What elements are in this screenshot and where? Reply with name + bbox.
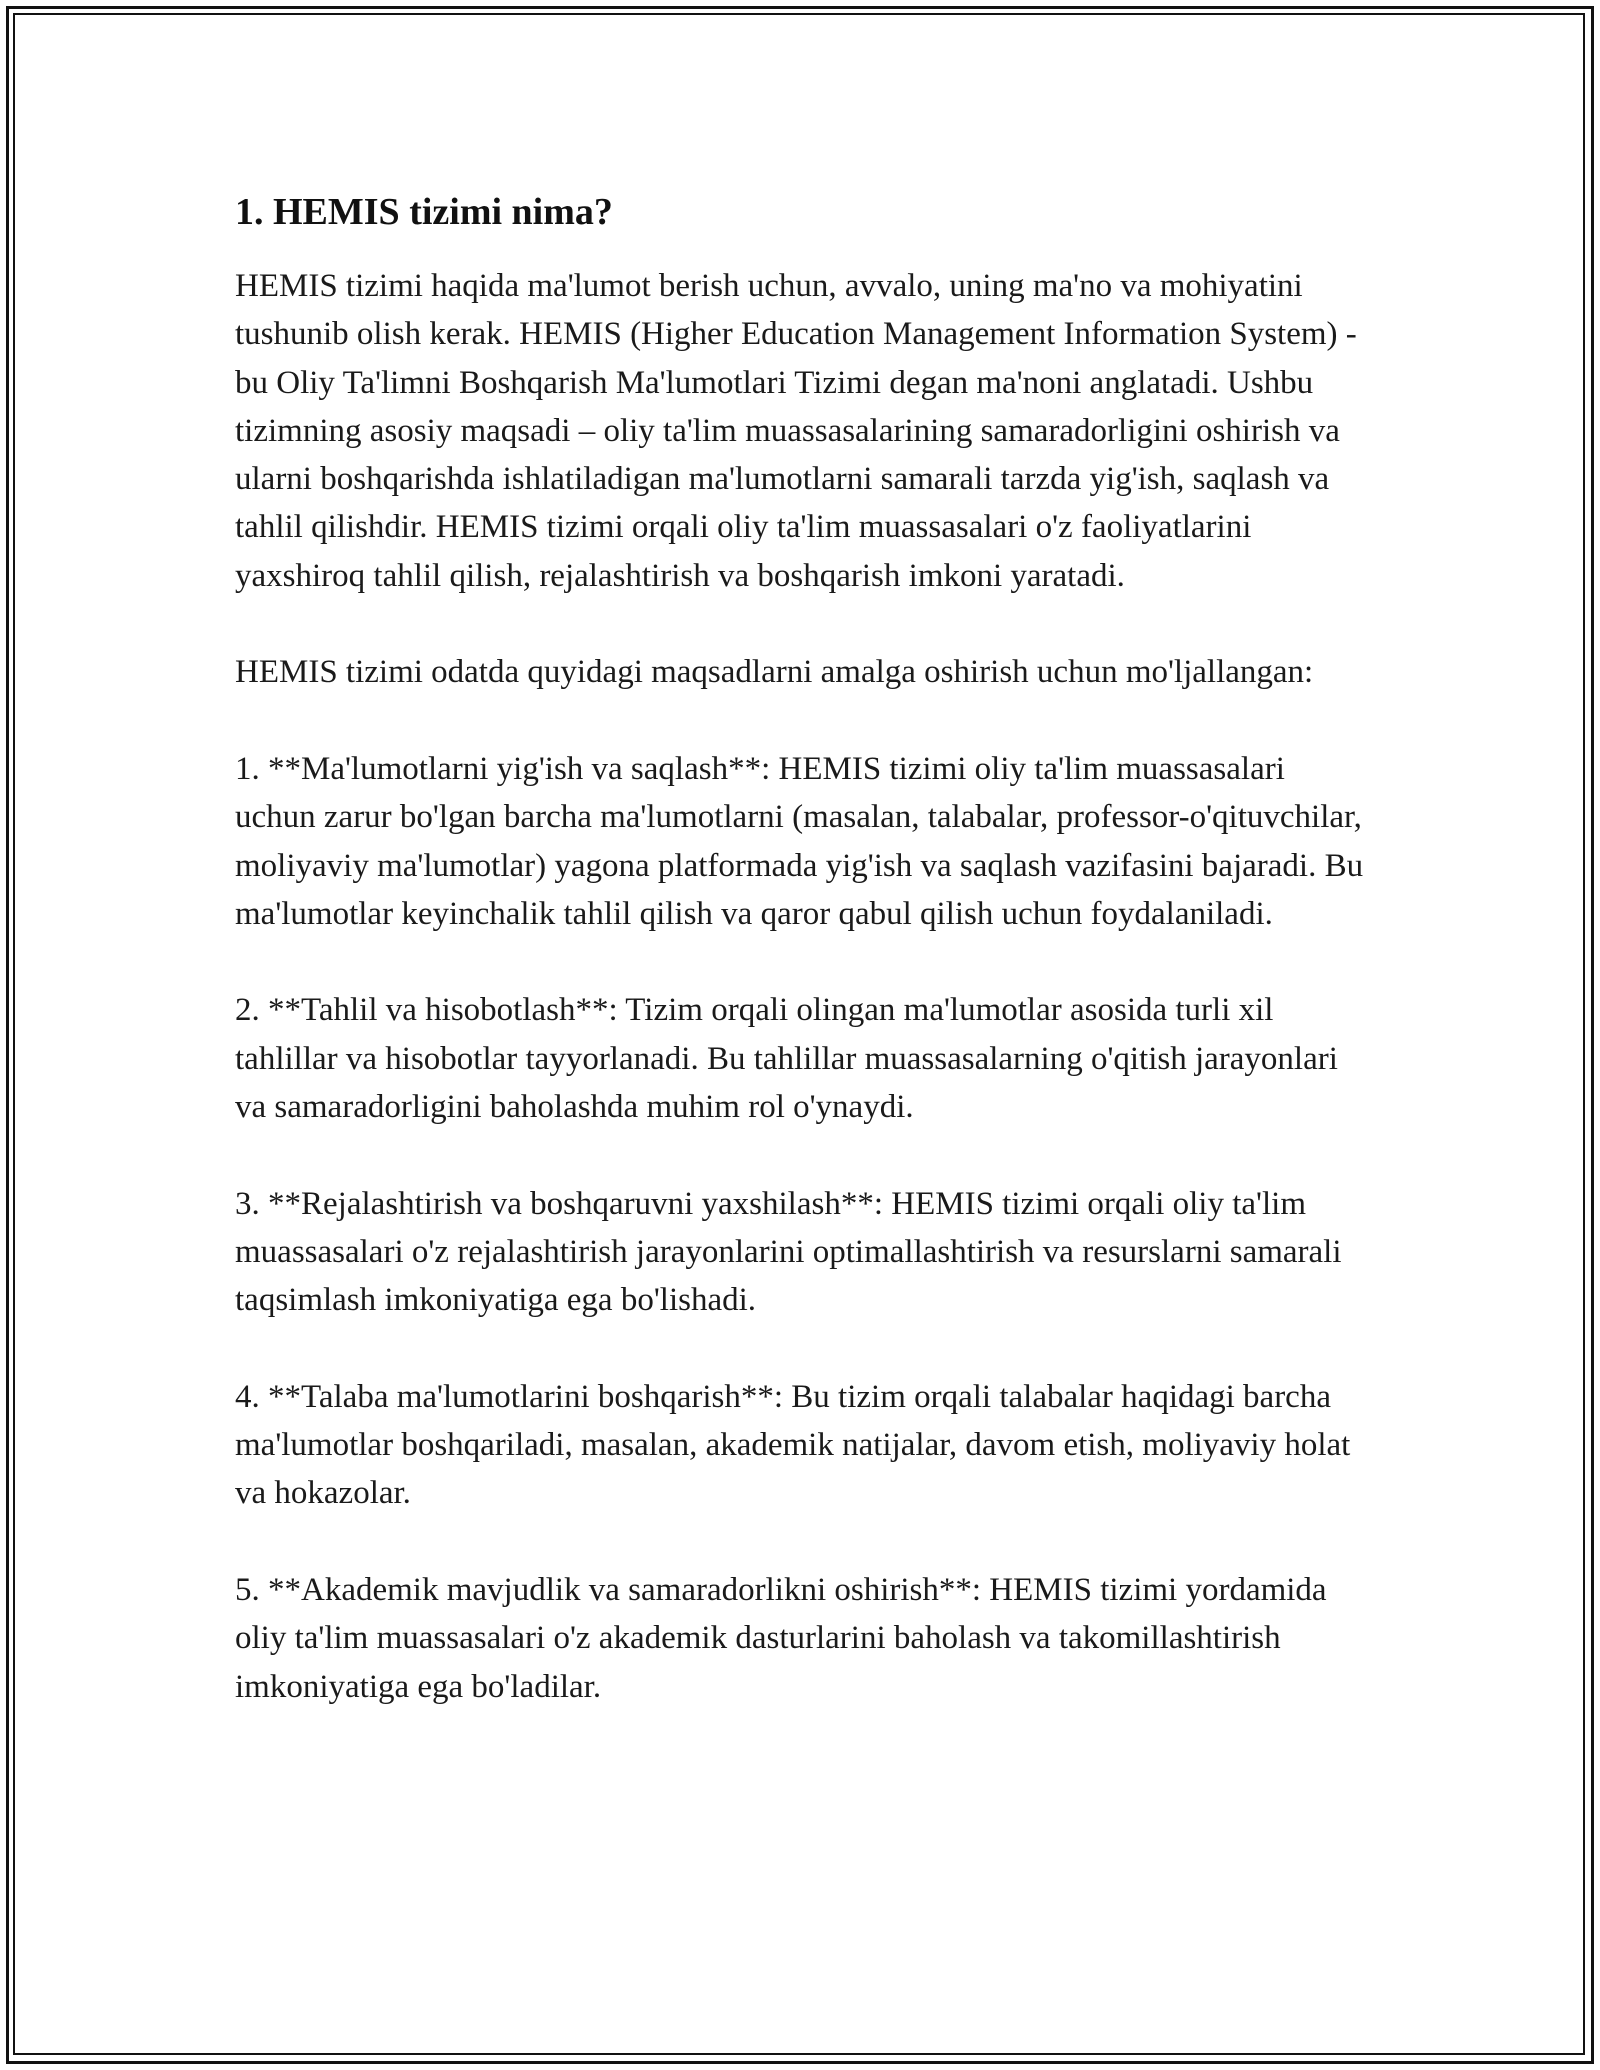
intro-paragraph: HEMIS tizimi haqida ma'lumot berish uchun, avvalo, uning ma'no va mohiyatini tushunib olish kerak. HEMIS (Higher Education Management Information System) - bu Oliy Ta'limni Boshqarish Ma'lumotlari Tizimi degan ma'noni anglatadi. Ushbu tizimning asosiy maqsadi – oliy ta'lim muassasalarining samaradorligini oshirish va ularni boshqarishda ishlatiladigan ma'lumotlarni samarali tarzda yig'ish, saqlash va tahlil qilishdir. HEMIS tizimi orqali oliy ta'lim muassasalari o'z faoliyatlarini yaxshiroq tahlil qilish, rejalashtirish va boshqarish imkoni yaratadi.: [235, 268, 1357, 594]
document-body: [235, 188, 1370, 1759]
list-item-academic-efficiency: 5. **Akademik mavjudlik va samaradorlikni oshirish**: HEMIS tizimi yordamida oliy ta'lim muassasalari o'z akademik dasturlarini baholash va takomillashtirish imkoniyatiga ega bo'ladilar.: [235, 1572, 1327, 1705]
list-item-data-collection: 1. **Ma'lumotlarni yig'ish va saqlash**: HEMIS tizimi oliy ta'lim muassasalari uchun zarur bo'lgan barcha ma'lumotlarni (masalan, talabalar, professor-o'qituvchilar, moliyaviy ma'lumotlar) yagona platformada yig'ish va saqlash vazifasini bajaradi. Bu ma'lumotlar keyinchalik tahlil qilish va qaror qabul qilish uchun foydalaniladi.: [235, 750, 1364, 932]
section-heading: 1. HEMIS tizimi nima?: [235, 191, 613, 233]
list-item-planning-management: 3. **Rejalashtirish va boshqaruvni yaxshilash**: HEMIS tizimi orqali oliy ta'lim muassasalari o'z rejalashtirish jarayonlarini optimallashtirish va resurslarni samarali taqsimlash imkoniyatiga ega bo'lishadi.: [235, 1185, 1342, 1319]
purpose-intro-paragraph: HEMIS tizimi odatda quyidagi maqsadlarni amalga oshirish uchun mo'ljallangan:: [235, 654, 1314, 691]
list-item-student-data: 4. **Talaba ma'lumotlarini boshqarish**: Bu tizim orqali talabalar haqidagi barcha ma'lumotlar boshqariladi, masalan, akademik natijalar, davom etish, moliyaviy holat va hokazolar.: [235, 1378, 1351, 1512]
list-item-analysis-reporting: 2. **Tahlil va hisobotlash**: Tizim orqali olingan ma'lumotlar asosida turli xil tahlillar va hisobotlar tayyorlanadi. Bu tahlillar muassasalarning o'qitish jarayonlari va samaradorligini baholashda muhim rol o'ynaydi.: [235, 992, 1338, 1126]
